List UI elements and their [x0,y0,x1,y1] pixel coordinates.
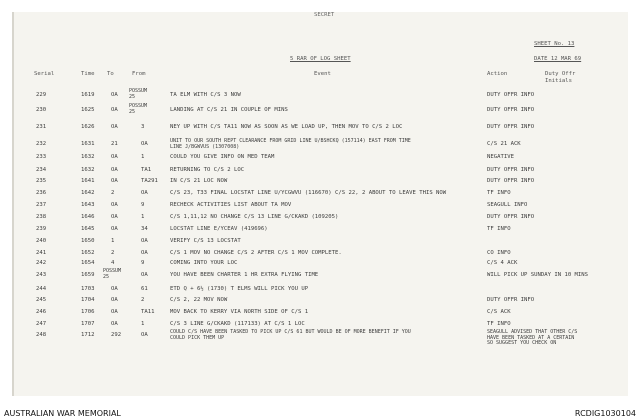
entry-event [170,124,402,130]
entry-serial: 234 [36,167,47,173]
entry-to-line: 2 [111,190,115,196]
entry-event [170,107,288,113]
entry-serial: 247 [36,321,47,327]
entry-event [170,167,244,173]
entry-event-line: MOV BACK TO KERRY VIA NORTH SIDE OF C/S 1 [170,309,309,315]
entry-action [487,124,534,130]
entry-event-line: C/S 2, 22 MOV NOW [170,297,228,303]
entry-from [141,141,148,147]
entry-to-line: OA [111,124,118,130]
entry-to [111,141,118,147]
entry-to [111,309,118,315]
entry-from [141,238,148,244]
entry-action [487,178,534,184]
entry-serial: 231 [36,124,47,130]
entry-to [111,226,118,232]
entry-action [487,272,588,278]
entry-to [111,250,114,256]
entry-serial: 236 [36,190,47,196]
entry-from [141,286,148,292]
entry-action [487,321,511,327]
entry-time: 1642 [81,190,95,196]
col-header-from: From [132,71,146,77]
entry-action [487,260,517,266]
entry-from-line: 1 [141,321,145,327]
entry-event [170,178,227,184]
entry-to-line: OA [111,321,118,327]
entry-to [111,167,118,173]
entry-from [141,321,144,327]
entry-action-line: DUTY OFFR INFO [487,297,535,303]
entry-to-line: POSSUM [103,268,122,274]
entry-event [170,286,308,292]
entry-from [141,178,158,184]
entry-event [170,297,227,303]
log-row [14,190,630,202]
log-row [14,268,630,284]
entry-action-line: TF INFO [487,190,511,196]
col-header-event: Event [314,71,331,77]
entry-from-line: OA [141,332,148,338]
col-header-to: To [107,71,114,77]
entry-to-line: OA [111,214,118,220]
entry-action-line: DUTY OFFR INFO [487,124,535,130]
entry-to-line: 25 [103,273,110,280]
entry-time: 1632 [81,167,95,173]
log-row [14,329,630,347]
entry-to-line: 1 [111,238,115,244]
entry-event [170,154,274,160]
entry-event [170,214,338,220]
entry-to-line: 292 [111,332,122,338]
entry-from [141,214,144,220]
entry-to-line: OA [111,297,118,303]
entry-time: 1619 [81,92,95,98]
entry-to-line: OA [111,178,118,184]
entry-from [141,260,144,266]
entry-serial: 229 [36,92,47,98]
entry-action-line: CO INFO [487,250,511,256]
entry-from [141,250,148,256]
col-header-action: Action [487,71,508,77]
entry-serial: 232 [36,141,47,147]
entry-to-line: 4 [111,260,115,266]
entry-from-line: 3 [141,124,145,130]
entry-time: 1625 [81,107,95,113]
entry-from-line: 25 [129,93,136,100]
log-row [14,103,630,119]
entry-event [170,321,305,327]
entry-to-line: 2 [111,250,115,256]
entry-to-line: OA [111,92,118,98]
log-row [14,202,630,214]
log-row [14,138,630,153]
entry-serial: 242 [36,260,47,266]
entry-to [111,178,118,184]
entry-time: 1645 [81,226,95,232]
entry-event-line: NEY UP WITH C/S TA11 NOW AS SOON AS WE LOAD UP, THEN MOV TO C/S 2 LOC [170,124,403,130]
entry-event [170,190,446,196]
entry-action-line: C/S ACK [487,309,511,315]
entry-to [111,297,118,303]
entry-from-line: OA [141,250,148,256]
sheet-title: 5 RAR OF LOG SHEET [290,56,351,62]
entry-from-line: OA [141,190,148,196]
entry-event-line: C/S 1,11,12 NO CHANGE C/S 13 LINE G/CKAKD (109205) [170,214,339,220]
entry-from-line: POSSUM [129,88,148,94]
entry-action-line: C/S 4 ACK [487,260,518,266]
col-header-serial: Serial [34,71,55,77]
entry-action-line: TF INFO [487,226,511,232]
entry-time: 1626 [81,124,95,130]
entry-to [111,260,114,266]
entry-from-line: TA1 [141,167,152,173]
entry-to [111,107,118,113]
entry-from-line: 1 [141,154,145,160]
entry-event-line: COMING INTO YOUR LOC [170,260,238,266]
entry-action [487,190,511,196]
entry-event-line: COULD PICK THEM UP [170,334,225,341]
entry-to [111,154,118,160]
entry-time: 1706 [81,309,95,315]
entry-serial: 240 [36,238,47,244]
sheet-number: SHEET No. 13 [534,41,575,47]
entry-from-line: TA291 [141,178,158,184]
entry-time: 1654 [81,260,95,266]
entry-event-line: RECHECK ACTIVITIES LIST ABOUT TA MOV [170,202,292,208]
entry-from [141,154,144,160]
entry-event-line: LOCSTAT LINE E/YCEAV (419696) [170,226,268,232]
entry-event [170,272,318,278]
entry-event [170,309,308,315]
entry-event [170,92,241,98]
entry-action-line: TF INFO [487,321,511,327]
entry-from-line: 2 [141,297,145,303]
entry-to [111,286,118,292]
entry-from [141,272,148,278]
log-row [14,297,630,309]
entry-time: 1704 [81,297,95,303]
entry-from-line: 34 [141,226,148,232]
entry-to [103,269,121,280]
entry-from [141,309,154,315]
entry-action-line: DUTY OFFR INFO [487,214,535,220]
entry-action [487,309,511,315]
entry-event-line: VERIFY C/S 13 LOCSTAT [170,238,241,244]
entry-action-line: DUTY OFFR INFO [487,92,535,98]
entry-event [170,226,268,232]
entry-to [111,321,118,327]
entry-from [141,332,148,338]
col-header-duty-offr: Duty Offr [545,71,576,77]
entry-event [170,238,241,244]
entry-from [129,89,147,100]
entry-serial: 243 [36,272,47,278]
entry-event-line: IN C/S 21 LOC NOW [170,178,228,184]
entry-event-line: COULD C/S HAVE BEEN TASKED TO PICK UP C/S 61 BUT WOULD BE OF MORE BENEFIT IF YOU [170,329,411,335]
entry-from-line: 9 [141,260,145,266]
log-row [14,238,630,250]
log-row [14,88,630,104]
entry-action-line: C/S 21 ACK [487,141,521,147]
entry-from [141,190,148,196]
entry-event-line: COULD YOU GIVE INFO ON MED TEAM [170,154,275,160]
entry-action [487,154,514,160]
entry-event-line: UNIT TO OUR SOUTH REPT CLEARANCE FROM GRID LINE U/BSHCKQ (157114) EAST FROM TIME [170,138,411,144]
entry-to-line: OA [111,202,118,208]
entry-serial: 238 [36,214,47,220]
entry-to-line: OA [111,154,118,160]
entry-from-line: 1 [141,214,145,220]
entry-from [141,297,144,303]
log-sheet [12,12,628,396]
entry-time: 1650 [81,238,95,244]
entry-time: 1712 [81,332,95,338]
entry-event [170,202,291,208]
entry-event-line: TA ELM WITH C/S 3 NOW [170,92,241,98]
entry-serial: 239 [36,226,47,232]
entry-serial: 230 [36,107,47,113]
entry-to [111,332,121,338]
entry-serial: 233 [36,154,47,160]
entry-from [141,167,151,173]
entry-time: 1652 [81,250,95,256]
entry-event-line: LINE J/BGWVUS (1307008) [170,143,240,150]
entry-action-line: WILL PICK UP SUNDAY IN 10 MINS [487,272,589,278]
entry-to [111,202,118,208]
entry-action [487,250,511,256]
entry-time: 1632 [81,154,95,160]
entry-event-line: LANDING AT C/S 21 IN COUPLE OF MINS [170,107,288,113]
entry-action-line: NEGATIVE [487,154,514,160]
entry-time: 1643 [81,202,95,208]
entry-serial: 245 [36,297,47,303]
log-row [14,178,630,190]
entry-action-line: HAVE BEEN TASKED AT A CERTAIN [487,334,575,341]
entry-action [487,214,534,220]
entry-from-line: TA11 [141,309,155,315]
entry-serial: 246 [36,309,47,315]
entry-event-line: YOU HAVE BEEN CHARTER 1 HR EXTRA FLYING TIME [170,272,319,278]
entry-event-line: C/S 1 MOV NO CHANGE C/S 2 AFTER C/S 1 MOV COMPLETE. [170,250,342,256]
log-row [14,309,630,321]
entry-from [141,202,144,208]
entry-from-line: 25 [129,108,136,115]
entry-to [111,190,114,196]
entry-serial: 241 [36,250,47,256]
log-row [14,226,630,238]
entry-from-line: OA [141,238,148,244]
entry-from-line: POSSUM [129,103,148,109]
entry-event [170,260,237,266]
entry-to-line: 21 [111,141,118,147]
entry-to-line: OA [111,286,118,292]
entry-to [111,214,118,220]
entry-action [487,167,534,173]
entry-action-line: DUTY OFFR INFO [487,178,535,184]
entry-action-line: DUTY OFFR INFO [487,107,535,113]
footer-institution: AUSTRALIAN WAR MEMORIAL [4,409,121,418]
entry-event-line: C/S 3 LINE G/CKAKD (117133) AT C/S 1 LOC [170,321,305,327]
entry-event [170,330,411,341]
entry-to [111,238,114,244]
entry-from [141,124,144,130]
entry-from-line: 9 [141,202,145,208]
log-row [14,154,630,166]
entry-event-line: ETD Q + 6½ (1730) T ELMS WILL PICK YOU UP [170,286,309,292]
entry-event [170,139,411,150]
entry-event-line: C/S 23, T33 FINAL LOCSTAT LINE U/YCGWVU (116670) C/S 22, 2 ABOUT TO LEAVE THIS NOW [170,190,447,196]
entry-action [487,92,534,98]
entry-action-line: SEAGULL INFO [487,202,528,208]
entry-action [487,107,534,113]
entry-action [487,141,521,147]
entry-action [487,202,527,208]
entry-time: 1641 [81,178,95,184]
log-date: DATE 12 MAR 69 [534,56,582,62]
entry-from-line: OA [141,141,148,147]
log-row [14,124,630,136]
entry-to [111,124,118,130]
entry-action-line: SEAGULL ADVISED THAT OTHER C/S [487,329,578,335]
entry-to-line: OA [111,107,118,113]
log-row [14,214,630,226]
entry-action [487,297,534,303]
entry-event-line: RETURNING TO C/S 2 LOC [170,167,245,173]
entry-time: 1646 [81,214,95,220]
entry-to-line: OA [111,167,118,173]
col-header-time: Time [81,71,95,77]
entry-from-line: OA [141,272,148,278]
entry-action [487,330,577,347]
entry-from [129,104,147,115]
footer-record-id: RCDIG1030104 [574,409,636,418]
entry-to-line: OA [111,226,118,232]
entry-time: 1631 [81,141,95,147]
col-header-initials: Initials [545,78,572,84]
entry-from-line: 61 [141,286,148,292]
entry-action-line: SO SUGGEST YOU CHECK ON [487,340,557,347]
security-classification: SECRET [314,12,335,18]
entry-serial: 237 [36,202,47,208]
entry-time: 1703 [81,286,95,292]
entry-action [487,226,511,232]
entry-serial: 248 [36,332,47,338]
entry-serial: 244 [36,286,47,292]
entry-time: 1659 [81,272,95,278]
entry-action-line: DUTY OFFR INFO [487,167,535,173]
entry-to-line: OA [111,309,118,315]
entry-serial: 235 [36,178,47,184]
entry-to [111,92,118,98]
entry-from [141,226,148,232]
entry-time: 1707 [81,321,95,327]
entry-event [170,250,342,256]
